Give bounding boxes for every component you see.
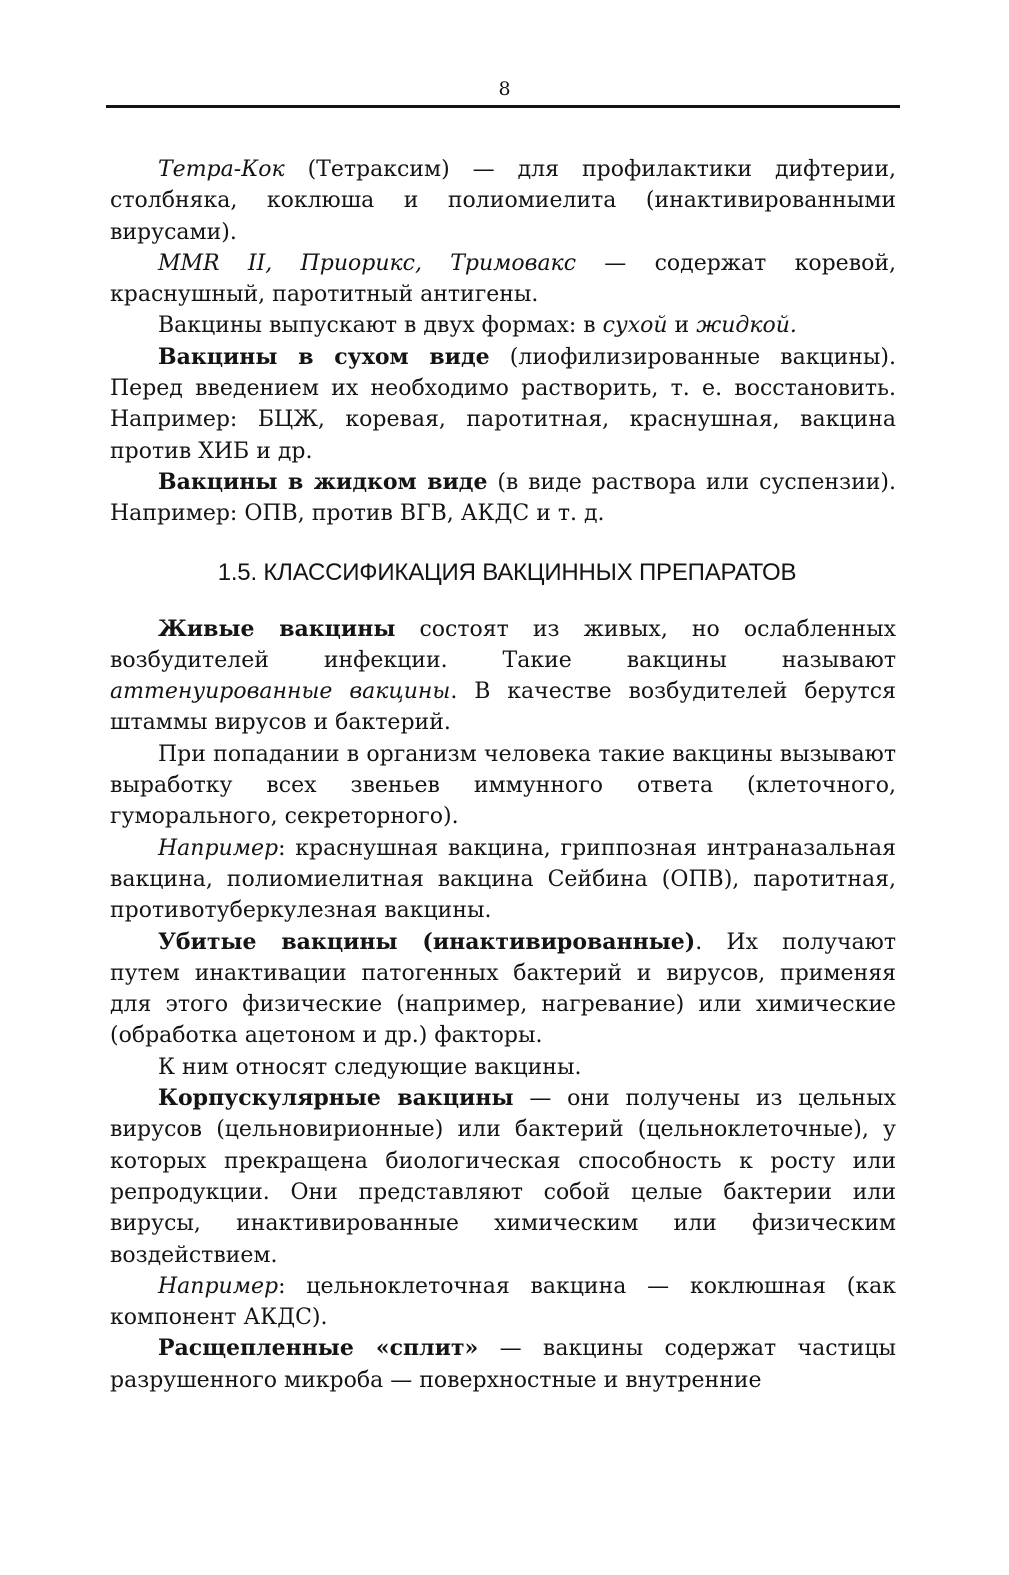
paragraph: [110, 1271, 896, 1334]
text-run: состоят из живых, но ослабленных возбудителей инфекции. Такие вакцины называют: [110, 616, 896, 673]
paragraph: [110, 739, 896, 833]
text-run: — они получены из цельных вирусов (цельновирионные) или бактерий (цельноклеточные), у которых прекращена биологическая способность к росту или репродукции. Они представляют собой целые бактерии или вирусы, инактивированные химическим или физическим воздействием.: [110, 1086, 896, 1268]
paragraph: [110, 154, 896, 248]
bold-term: Живые вакцины: [158, 615, 396, 642]
italic-term: MMR II, Приорикс, Тримовакс: [158, 250, 577, 276]
paragraphs-before-heading: [110, 154, 896, 530]
bold-term: Корпускулярные вакцины: [158, 1085, 514, 1112]
text-run: и: [667, 313, 697, 339]
bold-term: Вакцины в жидком виде: [158, 468, 488, 495]
text-run: Вакцины выпускают в двух формах: в: [158, 313, 603, 339]
bold-term: Расщепленные «сплит»: [158, 1335, 479, 1362]
header-rule: [106, 105, 900, 108]
text-run: (лиофилизированные вакцины). Перед введением их необходимо растворить, т. е. восстановить. Например: БЦЖ, коревая, паротитная, краснушная, вакцина против ХИБ и др.: [110, 344, 896, 464]
body-text: [110, 154, 896, 1396]
italic-term: сухой: [602, 313, 668, 339]
paragraph: [110, 1333, 896, 1396]
text-run: — вакцины содержат частицы разрушенного микроба — поверхностные и внутренние: [110, 1336, 897, 1393]
italic-term: жидкой.: [696, 313, 797, 339]
paragraph: [110, 614, 896, 739]
paragraph: [110, 467, 896, 530]
text-run: (Тетраксим) — для профилактики дифтерии, столбняка, коклюша и полиомиелита (инактивированными вирусами).: [110, 157, 896, 245]
text-run: — содержат коревой, краснушный, паротитный антигены.: [110, 250, 896, 308]
italic-term: аттенуированные вакцины: [110, 679, 451, 705]
bold-term: Вакцины в сухом виде: [158, 343, 490, 370]
page-number: 8: [498, 78, 511, 100]
text-run: : краснушная вакцина, гриппозная интраназальная вакцина, полиомиелитная вакцина Сейбина (ОПВ), паротитная, противотуберкулезная вакцины.: [110, 835, 896, 924]
paragraph: [110, 833, 896, 927]
paragraph: [110, 927, 896, 1052]
bold-term: Убитые вакцины (инактивированные): [158, 928, 696, 955]
paragraphs-after-heading: [110, 614, 896, 1396]
text-run: При попадании в организм человека такие вакцины вызывают выработку всех звеньев иммунного ответа (клеточного, гуморального, секреторного).: [110, 741, 896, 830]
text-run: (в виде раствора или суспензии). Например: ОПВ, против ВГВ, АКДС и т. д.: [110, 469, 897, 527]
italic-term: Например: [158, 835, 279, 861]
text-run: . Их получают путем инактивации патогенных бактерий и вирусов, применяя для этого физические (например, нагревание) или химические (обработка ацетоном и др.) факторы.: [110, 929, 896, 1049]
paragraph: [110, 1083, 896, 1271]
text-run: К ним относят следующие вакцины.: [158, 1054, 582, 1080]
section-heading: 1.5. КЛАССИФИКАЦИЯ ВАКЦИННЫХ ПРЕПАРАТОВ: [217, 558, 797, 586]
paragraph: [110, 248, 896, 311]
text-run: : цельноклеточная вакцина — коклюшная (как компонент АКДС).: [110, 1273, 896, 1331]
paragraph: [110, 1052, 896, 1083]
italic-term: Например: [158, 1273, 279, 1299]
paragraph: [110, 342, 896, 467]
text-run: . В качестве возбудителей берутся штаммы вирусов и бактерий.: [110, 679, 896, 736]
paragraph: [110, 310, 896, 341]
italic-term: Тетра-Кок: [158, 157, 285, 182]
